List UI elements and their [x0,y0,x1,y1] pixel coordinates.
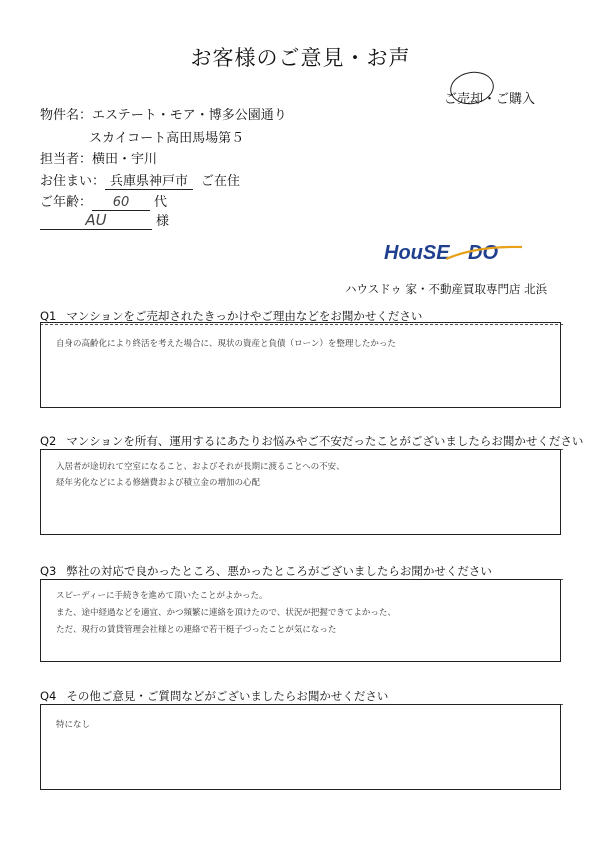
q2-heading [40,433,583,449]
staff-label: 担当者： [40,152,93,167]
logo-text-left: HouSE [384,242,450,264]
q4-number: Q4 [40,689,57,703]
q4-text: その他ご意見・ご質問などがございましたらお聞かせください [66,689,389,703]
customer-row [40,210,169,230]
q2-text: マンションを所有、運用するにあたりお悩みやご不安だったことがございましたらお聞かせください [66,434,584,448]
customer-initials: AU [40,211,152,230]
q4-heading [40,688,388,704]
company-name: ハウスドゥ 家・不動産買取専門店 北浜 [345,282,548,296]
residence-suffix: ご在住 [201,174,241,189]
q2-answer-line: 経年劣化などによる修繕費および積立金の増加の心配 [56,478,261,488]
q3-answer-line: また、途中経過などを適宜、かつ頻繁に連絡を頂けたので、状況が把握できてよかった、 [56,608,396,618]
property-name-line1: エステート・モア・博多公園通り [92,108,287,123]
sell-option: ご売却 [444,92,484,107]
customer-honorific: 様 [156,214,170,229]
transaction-type [444,88,535,107]
purpose-separator: ・ [483,92,497,107]
q4-answer-line: 特になし [56,720,91,730]
staff-row [40,148,157,167]
property-name-line2: スカイコート高田馬場第５ [89,131,245,146]
residence-value: 兵庫県神戸市 [105,170,193,190]
age-label: ご年齢： [40,195,93,210]
age-value: 60 [92,195,150,211]
q1-answer-box [40,322,561,408]
residence-label: お住まい： [40,174,106,189]
q1-answer-line: 自身の高齢化により終活を考えた場合に、現状の資産と負債（ローン）を整理したかった [56,339,396,349]
age-suffix: 代 [154,195,168,210]
q4-answer-box [40,704,561,790]
q3-heading [40,563,492,579]
q3-text: 弊社の対応で良かったところ、悪かったところがございましたらお聞かせください [66,564,492,578]
q2-number: Q2 [40,434,57,448]
q1-text: マンションをご売却されたきっかけやご理由などをお聞かせください [66,309,423,323]
property-label: 物件名： [40,108,93,123]
buy-option: ご購入 [496,92,536,107]
q3-answer-line: ただ、現行の賃貸管理会社様との連絡で若干梃子づったことが気になった [56,625,337,635]
age-row [40,191,167,211]
housedo-logo [384,240,524,264]
property-row [40,104,287,123]
q3-answer-line: スピーディーに手続きを進めて頂いたことがよかった。 [56,591,268,601]
page-title: お客様のご意見・お声 [190,46,411,70]
staff-value: 横田・宇川 [92,152,158,167]
q1-number: Q1 [40,309,57,323]
residence-row [40,170,240,190]
q2-answer-line: 入居者が途切れて空室になること、およびそれが長期に渡ることへの不安、 [56,462,345,472]
logo-text-right: DO [468,242,498,264]
q3-number: Q3 [40,564,57,578]
